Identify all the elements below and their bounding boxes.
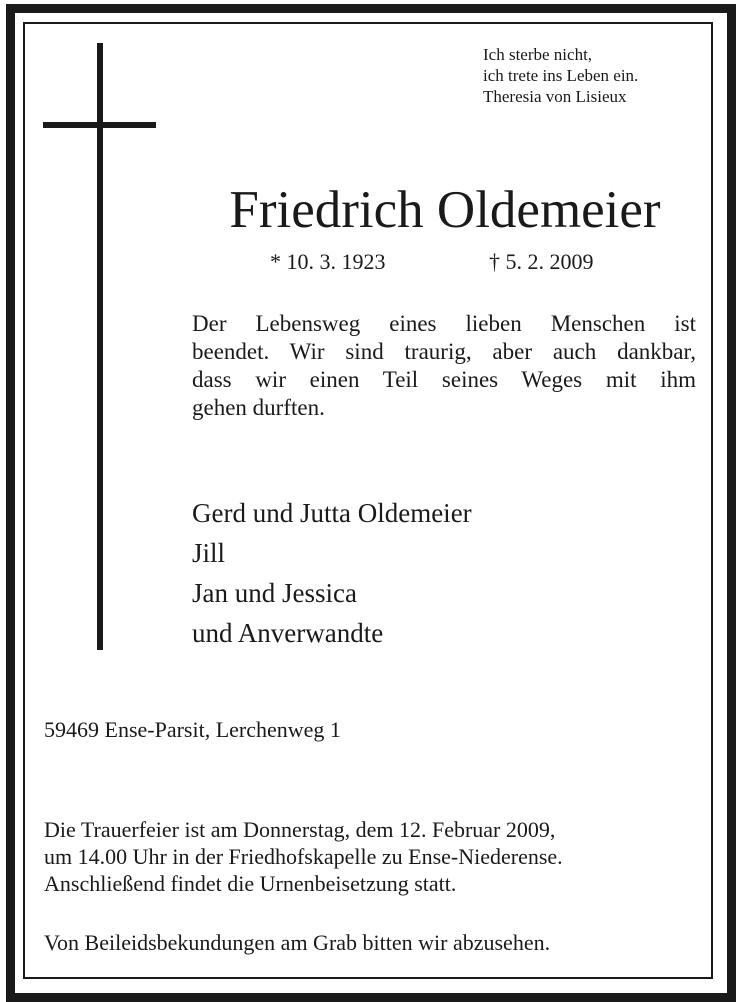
message-line: Der Lebensweg eines lieben Menschen ist: [192, 311, 696, 336]
quote-line: Ich sterbe nicht,: [483, 45, 593, 64]
message-line: dass wir einen Teil seines Weges mit ihm: [192, 367, 696, 392]
birth-date: * 10. 3. 1923: [270, 249, 386, 274]
epigraph-quote: [483, 44, 703, 107]
quote-author: Theresia von Lisieux: [483, 87, 627, 106]
ceremony-line: um 14.00 Uhr in der Friedhofskapelle zu Ense-Niederense.: [44, 844, 563, 869]
death-date: † 5. 2. 2009: [489, 249, 594, 274]
mourner-entry: und Anverwandte: [192, 618, 384, 648]
ceremony-line: Anschließend findet die Urnenbeisetzung statt.: [44, 871, 457, 896]
mourner-entry: Jill: [192, 538, 226, 568]
cross-horizontal-bar: [43, 122, 156, 128]
message-line: gehen durften.: [192, 395, 325, 420]
mourners-list: [192, 493, 472, 653]
deceased-name: Friedrich Oldemeier: [229, 181, 661, 239]
cross-vertical-bar: [97, 43, 103, 650]
message-line: beendet. Wir sind traurig, aber auch dankbar,: [192, 339, 696, 364]
mourner-entry: Jan und Jessica: [192, 578, 357, 608]
memorial-message: [192, 310, 696, 422]
mourner-entry: Gerd und Jutta Oldemeier: [192, 498, 472, 528]
family-address: 59469 Ense-Parsit, Lerchenweg 1: [44, 717, 341, 742]
condolence-note: Von Beileidsbekundungen am Grab bitten wir abzusehen.: [44, 930, 551, 955]
quote-line: ich trete ins Leben ein.: [483, 66, 639, 85]
ceremony-line: Die Trauerfeier ist am Donnerstag, dem 12. Februar 2009,: [44, 817, 556, 842]
ceremony-details: [44, 816, 694, 897]
